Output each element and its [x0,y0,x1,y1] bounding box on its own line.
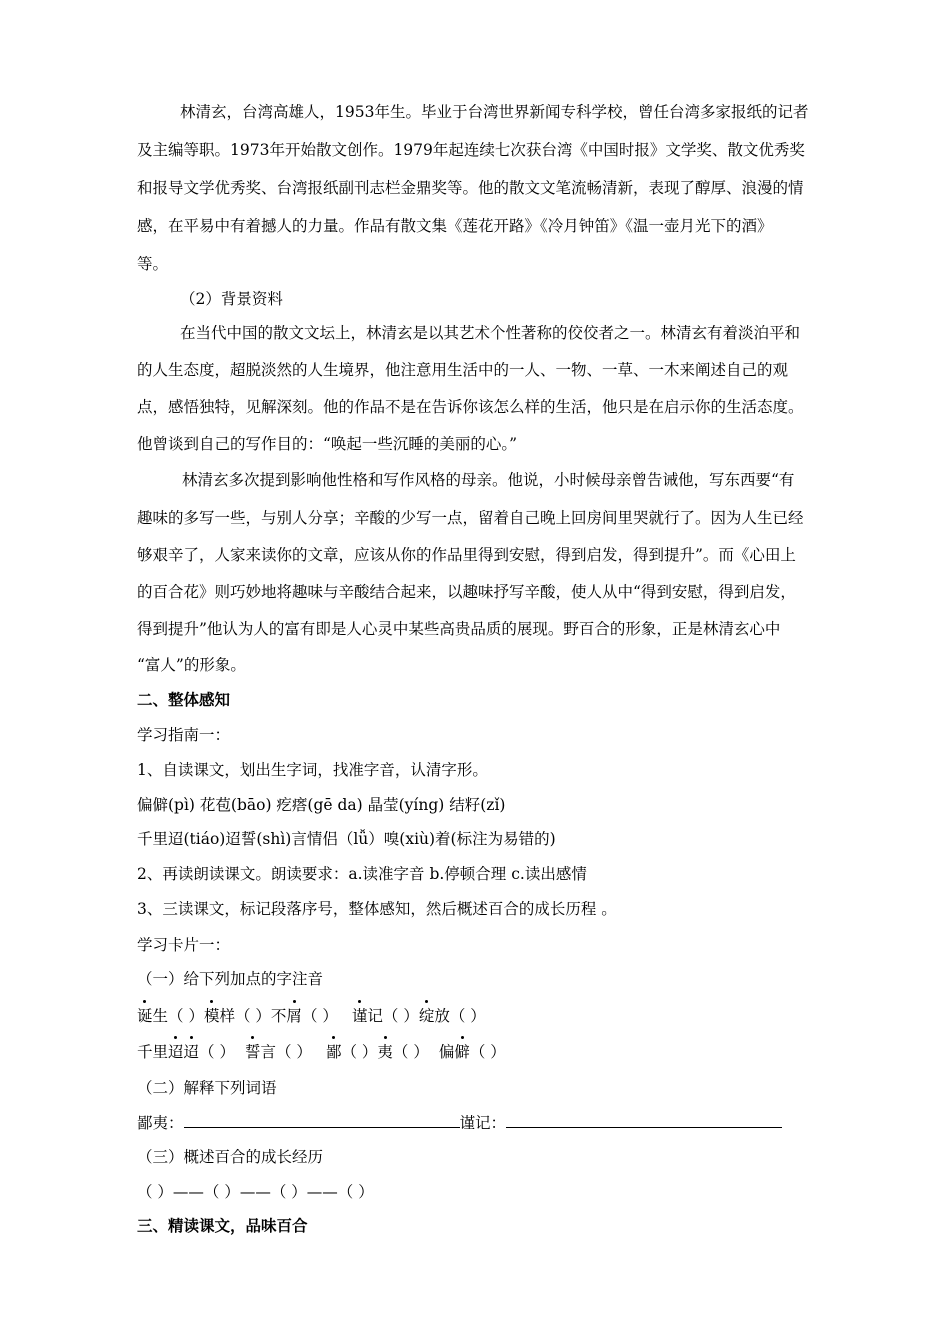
plain-char: 千里 [137,1043,169,1061]
question-heading: （二）解释下列词语 [137,1079,277,1097]
vocab-line: 千里迢(tiáo)迢誓(shì)言情侣（lǚ）嗅(xiù)着(标注为易错的) [137,830,556,848]
answer-slot[interactable]: （ ） [392,1043,429,1061]
dotted-char: 夷 [377,1043,393,1061]
dotted-char: 鄙 [325,1043,342,1061]
background-line: 得到提升”他认为人的富有即是人心灵中某些高贵品质的展现。野百合的形象，正是林清玄心中 [137,620,781,638]
dotted-char: 迢 [168,1043,184,1061]
question-heading: （三）概述百合的成长经历 [137,1148,324,1166]
dotted-char: 屑 [286,1007,302,1025]
answer-slot[interactable]: 言（ ） [260,1043,312,1061]
answer-slot[interactable]: 生（ ） [152,1007,204,1025]
background-line: 趣味的多写一些，与别人分享；辛酸的少写一点，留着自己晚上回房间里哭就行了。因为人生已经 [137,509,804,527]
vocab-line: 偏僻(pì) 花苞(bāo) 疙瘩(gē da) 晶莹(yíng) 结籽(zǐ) [137,796,506,814]
dotted-char: 谨 [351,1007,368,1025]
term-label: 谨记： [459,1114,507,1132]
study-card-label: 学习卡片一： [137,936,231,954]
answer-slot[interactable]: （ ） [341,1043,378,1061]
bio-line: 感，在平易中有着撼人的力量。作品有散文集《莲花开路》《冷月钟笛》《温一壶月光下的酒》 [137,217,773,235]
plain-char: 不 [270,1007,287,1025]
pinyin-exercise-row [137,1042,506,1062]
growth-chain[interactable]: （ ）——（ ）——（ ）——（ ） [137,1183,374,1201]
background-line: 的人生态度，超脱淡然的人生境界，他注意用生活中的一人、一物、一草、一木来阐述自己的观 [137,361,789,379]
dotted-char: 诞 [137,1007,153,1025]
background-line: 林清玄多次提到影响他性格和写作风格的母亲。他说，小时候母亲曾告诫他，写东西要“有 [182,471,795,489]
background-line: 的百合花》则巧妙地将趣味与辛酸结合起来，以趣味抒写辛酸，使人从中“得到安慰，得到启发， [137,583,796,601]
pinyin-exercise-row [137,1006,486,1026]
study-step: 3、三读课文，标记段落序号，整体感知，然后概述百合的成长历程 。 [137,900,617,918]
term-label: 鄙夷： [137,1114,184,1132]
answer-slot[interactable]: （ ） [199,1043,235,1061]
dotted-char: 模 [203,1007,220,1025]
question-heading: （一）给下列加点的字注音 [137,970,324,988]
study-guide-label: 学习指南一： [137,726,231,744]
bio-line: 林清玄，台湾高雄人，1953年生。毕业于台湾世界新闻专科学校，曾任台湾多家报纸的记者 [180,103,809,121]
plain-char: 偏 [438,1043,455,1061]
dotted-char: 迢 [183,1043,200,1061]
section-heading: 二、整体感知 [137,690,231,709]
background-line: 他曾谈到自己的写作目的：“唤起一些沉睡的美丽的心。” [137,435,518,453]
section-heading: 三、精读课文，品味百合 [137,1216,308,1235]
dotted-char: 誓 [244,1043,261,1061]
answer-slot[interactable]: 记（ ） [367,1007,419,1025]
dotted-char: 绽 [418,1007,435,1025]
background-line: 点，感悟独特，见解深刻。他的作品不是在告诉你该怎么样的生活，他只是在启示你的生活态度。 [137,398,804,416]
dotted-char: 僻 [454,1043,470,1061]
definition-row [137,1113,782,1133]
study-step: 1、自读课文，划出生字词，找准字音，认清字形。 [137,761,488,779]
answer-blank[interactable] [506,1113,782,1128]
bio-line: 和报导文学优秀奖、台湾报纸副刊志栏金鼎奖等。他的散文文笔流畅清新，表现了醇厚、浪漫的情 [137,179,804,197]
answer-slot[interactable]: 放（ ） [434,1007,486,1025]
background-line: “富人”的形象。 [137,656,246,674]
bio-line: 及主编等职。1973年开始散文创作。1979年起连续七次获台湾《中国时报》文学奖、散文优秀奖 [137,141,805,159]
answer-slot[interactable]: （ ） [469,1043,506,1061]
answer-slot[interactable]: （ ） [301,1007,338,1025]
background-line: 够艰辛了，人家来读你的文章，应该从你的作品里得到安慰，得到启发，得到提升”。而《心田上 [137,546,796,564]
answer-blank[interactable] [184,1113,460,1128]
background-heading: （2）背景资料 [180,290,283,308]
background-line: 在当代中国的散文文坛上，林清玄是以其艺术个性著称的佼佼者之一。林清玄有着淡泊平和 [180,324,801,342]
bio-line: 等。 [137,255,169,273]
answer-slot[interactable]: 样（ ） [219,1007,271,1025]
study-step: 2、再读朗读课文。朗读要求：a.读准字音 b.停顿合理 c.读出感情 [137,865,587,883]
